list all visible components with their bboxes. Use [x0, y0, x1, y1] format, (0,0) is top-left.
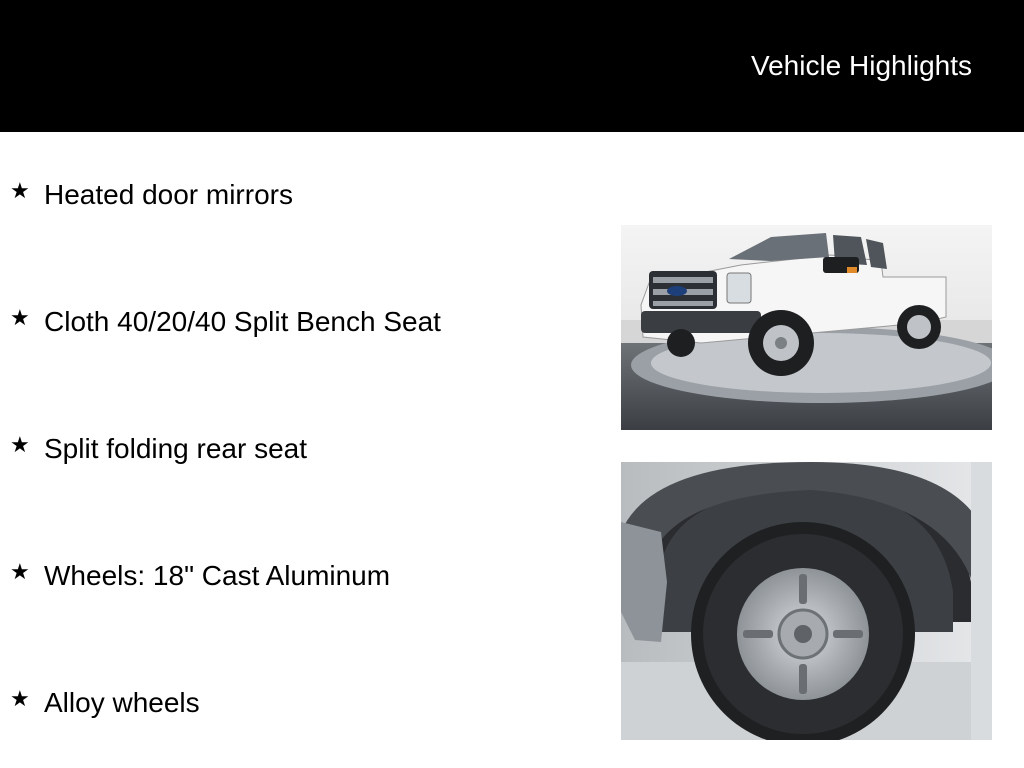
page-header	[0, 0, 1024, 132]
star-icon: ★	[10, 305, 30, 330]
highlight-item	[10, 683, 200, 723]
page-title: Vehicle Highlights	[750, 50, 972, 81]
highlight-text: Wheels: 18" Cast Aluminum	[44, 560, 391, 591]
highlight-text: Heated door mirrors	[44, 179, 293, 210]
star-icon: ★	[10, 559, 30, 584]
highlight-item	[10, 556, 390, 596]
wheel-photo	[621, 462, 992, 740]
highlight-text: Cloth 40/20/40 Split Bench Seat	[44, 306, 441, 337]
star-icon: ★	[10, 178, 30, 203]
star-icon: ★	[10, 686, 30, 711]
highlight-text: Split folding rear seat	[44, 433, 308, 464]
highlight-item	[10, 175, 293, 215]
star-icon: ★	[10, 432, 30, 457]
highlights-list	[0, 132, 600, 768]
highlight-item	[10, 302, 441, 342]
truck-photo	[621, 225, 992, 430]
highlight-item	[10, 429, 307, 469]
highlight-text: Alloy wheels	[44, 687, 200, 718]
